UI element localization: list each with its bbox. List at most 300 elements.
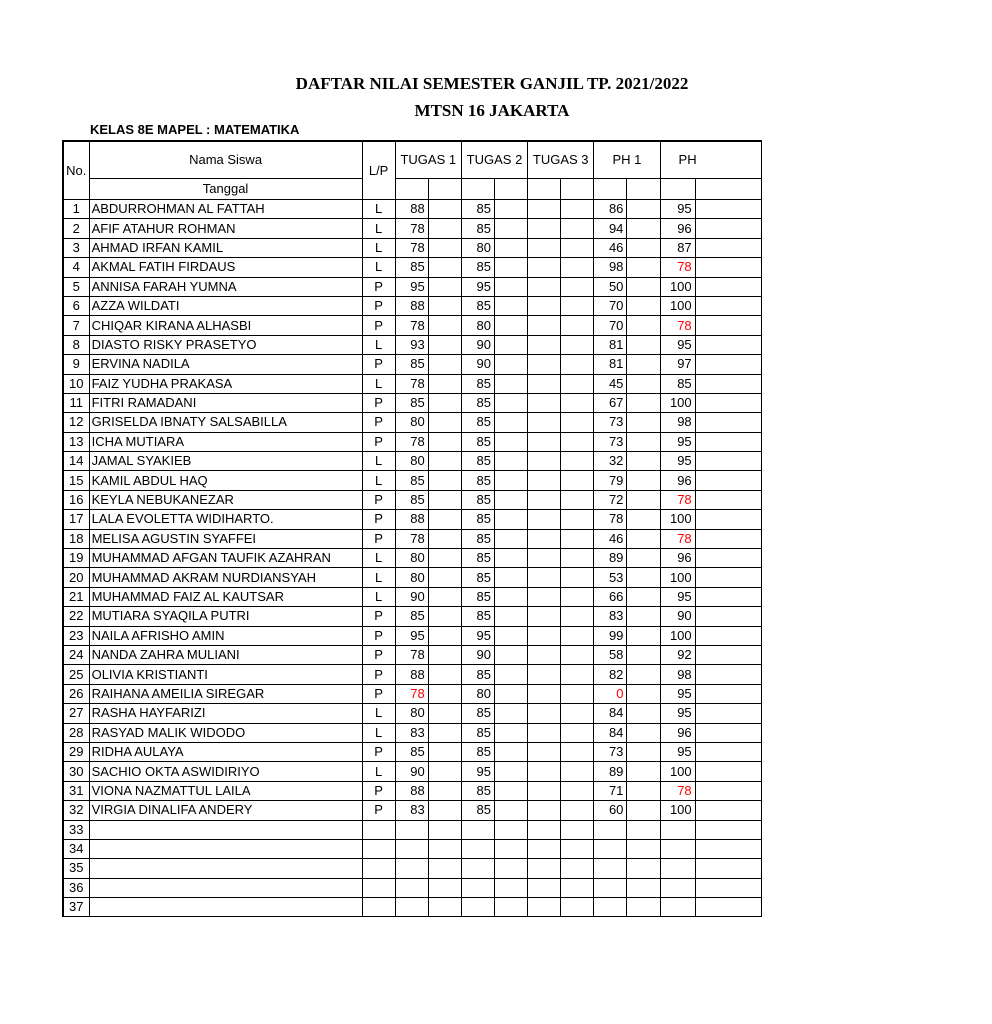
score-ph2-extra[interactable] (695, 316, 761, 335)
score-tugas2-extra[interactable] (494, 684, 527, 703)
score-tugas2[interactable]: 85 (461, 432, 494, 451)
score-ph1-extra[interactable] (627, 200, 660, 219)
score-tugas2[interactable]: 95 (461, 762, 494, 781)
student-gender[interactable] (362, 878, 395, 897)
score-tugas1[interactable]: 95 (395, 277, 428, 296)
score-ph2-extra[interactable] (695, 219, 761, 238)
score-tugas1-extra[interactable] (428, 238, 461, 257)
score-tugas1[interactable]: 80 (395, 568, 428, 587)
score-tugas3-extra[interactable] (561, 801, 594, 820)
score-tugas1-extra[interactable] (428, 626, 461, 645)
score-tugas1[interactable]: 85 (395, 393, 428, 412)
score-ph2[interactable]: 92 (660, 645, 695, 664)
score-tugas2-extra[interactable] (494, 742, 527, 761)
score-tugas1-extra[interactable] (428, 432, 461, 451)
score-cell[interactable] (528, 820, 561, 839)
score-ph1-extra[interactable] (627, 510, 660, 529)
score-tugas3-extra[interactable] (561, 490, 594, 509)
score-ph2-extra[interactable] (695, 645, 761, 664)
score-cell[interactable] (561, 820, 594, 839)
score-ph1-extra[interactable] (627, 452, 660, 471)
score-ph1-extra[interactable] (627, 277, 660, 296)
score-tugas2-extra[interactable] (494, 587, 527, 606)
student-gender[interactable] (362, 820, 395, 839)
score-cell[interactable] (494, 859, 527, 878)
score-ph2[interactable]: 95 (660, 335, 695, 354)
score-cell[interactable] (395, 859, 428, 878)
score-ph1[interactable]: 70 (594, 296, 627, 315)
score-tugas2[interactable]: 85 (461, 471, 494, 490)
score-tugas2[interactable]: 85 (461, 568, 494, 587)
score-tugas2-extra[interactable] (494, 258, 527, 277)
score-tugas3[interactable] (528, 277, 561, 296)
score-cell[interactable] (627, 839, 660, 858)
score-tugas1-extra[interactable] (428, 568, 461, 587)
score-ph2-extra[interactable] (695, 258, 761, 277)
score-tugas2-extra[interactable] (494, 335, 527, 354)
score-ph2[interactable]: 90 (660, 607, 695, 626)
score-ph2[interactable]: 100 (660, 510, 695, 529)
score-ph1-extra[interactable] (627, 219, 660, 238)
score-tugas3-extra[interactable] (561, 374, 594, 393)
score-tugas1[interactable]: 85 (395, 258, 428, 277)
score-cell[interactable] (660, 878, 695, 897)
score-ph2[interactable]: 87 (660, 238, 695, 257)
score-tugas3-extra[interactable] (561, 704, 594, 723)
score-ph2[interactable]: 78 (660, 490, 695, 509)
score-tugas2-extra[interactable] (494, 277, 527, 296)
score-ph2-extra[interactable] (695, 723, 761, 742)
score-ph2-extra[interactable] (695, 684, 761, 703)
score-ph1[interactable]: 46 (594, 238, 627, 257)
score-ph2-extra[interactable] (695, 762, 761, 781)
score-tugas1[interactable]: 78 (395, 684, 428, 703)
score-ph1-extra[interactable] (627, 607, 660, 626)
score-cell[interactable] (428, 898, 461, 917)
score-ph2[interactable]: 78 (660, 529, 695, 548)
score-tugas3[interactable] (528, 645, 561, 664)
score-ph2[interactable]: 100 (660, 277, 695, 296)
score-tugas3-extra[interactable] (561, 762, 594, 781)
score-ph1[interactable]: 83 (594, 607, 627, 626)
score-ph1[interactable]: 32 (594, 452, 627, 471)
score-ph1[interactable]: 53 (594, 568, 627, 587)
score-tugas2[interactable]: 85 (461, 704, 494, 723)
score-tugas3[interactable] (528, 219, 561, 238)
score-tugas2-extra[interactable] (494, 665, 527, 684)
score-ph2-extra[interactable] (695, 432, 761, 451)
score-tugas3-extra[interactable] (561, 723, 594, 742)
score-ph1[interactable]: 66 (594, 587, 627, 606)
score-tugas3-extra[interactable] (561, 277, 594, 296)
score-ph1[interactable]: 72 (594, 490, 627, 509)
score-tugas1-extra[interactable] (428, 471, 461, 490)
score-ph1[interactable]: 81 (594, 335, 627, 354)
score-tugas3-extra[interactable] (561, 626, 594, 645)
score-cell[interactable] (660, 859, 695, 878)
score-cell[interactable] (494, 898, 527, 917)
score-cell[interactable] (594, 898, 627, 917)
score-tugas1-extra[interactable] (428, 723, 461, 742)
score-ph1[interactable]: 86 (594, 200, 627, 219)
score-tugas1[interactable]: 85 (395, 471, 428, 490)
score-tugas3-extra[interactable] (561, 471, 594, 490)
score-tugas1[interactable]: 90 (395, 587, 428, 606)
score-ph1[interactable]: 84 (594, 704, 627, 723)
score-tugas2-extra[interactable] (494, 781, 527, 800)
score-tugas3[interactable] (528, 393, 561, 412)
score-ph1[interactable]: 50 (594, 277, 627, 296)
score-cell[interactable] (695, 820, 761, 839)
student-name[interactable] (89, 859, 362, 878)
score-ph1-extra[interactable] (627, 258, 660, 277)
score-tugas2-extra[interactable] (494, 219, 527, 238)
score-tugas1[interactable]: 85 (395, 607, 428, 626)
score-ph2[interactable]: 96 (660, 723, 695, 742)
score-tugas3-extra[interactable] (561, 742, 594, 761)
score-ph2[interactable]: 96 (660, 549, 695, 568)
score-tugas3-extra[interactable] (561, 549, 594, 568)
score-ph2[interactable]: 95 (660, 587, 695, 606)
score-cell[interactable] (695, 859, 761, 878)
score-cell[interactable] (528, 839, 561, 858)
score-ph2[interactable]: 98 (660, 413, 695, 432)
score-ph2[interactable]: 100 (660, 801, 695, 820)
score-tugas3[interactable] (528, 665, 561, 684)
score-tugas2[interactable]: 85 (461, 296, 494, 315)
score-tugas2-extra[interactable] (494, 529, 527, 548)
score-cell[interactable] (395, 839, 428, 858)
score-tugas3[interactable] (528, 452, 561, 471)
score-ph2[interactable]: 78 (660, 316, 695, 335)
score-tugas2-extra[interactable] (494, 471, 527, 490)
score-tugas2[interactable]: 90 (461, 645, 494, 664)
score-tugas1[interactable]: 78 (395, 316, 428, 335)
score-ph1-extra[interactable] (627, 413, 660, 432)
score-ph2[interactable]: 95 (660, 432, 695, 451)
score-tugas3[interactable] (528, 335, 561, 354)
score-ph1-extra[interactable] (627, 393, 660, 412)
score-ph1-extra[interactable] (627, 490, 660, 509)
score-tugas3[interactable] (528, 432, 561, 451)
score-ph1-extra[interactable] (627, 316, 660, 335)
score-tugas1[interactable]: 78 (395, 374, 428, 393)
score-cell[interactable] (561, 878, 594, 897)
score-tugas3-extra[interactable] (561, 665, 594, 684)
score-tugas1-extra[interactable] (428, 316, 461, 335)
score-tugas2-extra[interactable] (494, 762, 527, 781)
score-ph1-extra[interactable] (627, 432, 660, 451)
score-cell[interactable] (594, 820, 627, 839)
score-tugas3[interactable] (528, 607, 561, 626)
score-tugas2[interactable]: 80 (461, 684, 494, 703)
score-ph2-extra[interactable] (695, 626, 761, 645)
score-tugas3-extra[interactable] (561, 781, 594, 800)
student-gender[interactable] (362, 839, 395, 858)
score-ph1[interactable]: 81 (594, 355, 627, 374)
score-tugas3-extra[interactable] (561, 335, 594, 354)
score-tugas1-extra[interactable] (428, 374, 461, 393)
score-tugas2[interactable]: 85 (461, 781, 494, 800)
score-ph1-extra[interactable] (627, 335, 660, 354)
score-tugas1[interactable]: 88 (395, 296, 428, 315)
score-cell[interactable] (428, 859, 461, 878)
score-tugas2[interactable]: 85 (461, 801, 494, 820)
score-ph2-extra[interactable] (695, 238, 761, 257)
score-tugas3-extra[interactable] (561, 529, 594, 548)
score-ph2-extra[interactable] (695, 607, 761, 626)
score-tugas3[interactable] (528, 742, 561, 761)
score-ph1-extra[interactable] (627, 296, 660, 315)
student-name[interactable] (89, 878, 362, 897)
score-tugas1[interactable]: 83 (395, 801, 428, 820)
score-tugas3-extra[interactable] (561, 452, 594, 471)
score-tugas1-extra[interactable] (428, 219, 461, 238)
score-tugas2-extra[interactable] (494, 413, 527, 432)
score-cell[interactable] (528, 898, 561, 917)
score-tugas1-extra[interactable] (428, 490, 461, 509)
score-cell[interactable] (494, 878, 527, 897)
score-ph1-extra[interactable] (627, 704, 660, 723)
score-tugas2-extra[interactable] (494, 432, 527, 451)
score-cell[interactable] (395, 878, 428, 897)
score-tugas2[interactable]: 80 (461, 316, 494, 335)
score-tugas2-extra[interactable] (494, 510, 527, 529)
score-tugas2[interactable]: 85 (461, 258, 494, 277)
score-ph2[interactable]: 95 (660, 742, 695, 761)
score-tugas3-extra[interactable] (561, 413, 594, 432)
score-tugas2[interactable]: 85 (461, 393, 494, 412)
score-ph2[interactable]: 100 (660, 626, 695, 645)
score-tugas3-extra[interactable] (561, 393, 594, 412)
score-ph2-extra[interactable] (695, 471, 761, 490)
score-ph2[interactable]: 95 (660, 452, 695, 471)
score-tugas2-extra[interactable] (494, 374, 527, 393)
score-tugas1-extra[interactable] (428, 684, 461, 703)
score-cell[interactable] (428, 820, 461, 839)
score-tugas3[interactable] (528, 374, 561, 393)
score-ph1-extra[interactable] (627, 471, 660, 490)
score-ph1[interactable]: 73 (594, 432, 627, 451)
score-ph2-extra[interactable] (695, 587, 761, 606)
score-tugas1[interactable]: 88 (395, 200, 428, 219)
score-tugas3-extra[interactable] (561, 568, 594, 587)
score-ph2[interactable]: 96 (660, 471, 695, 490)
score-ph1[interactable]: 84 (594, 723, 627, 742)
score-ph2[interactable]: 100 (660, 568, 695, 587)
score-tugas3[interactable] (528, 200, 561, 219)
score-tugas1-extra[interactable] (428, 355, 461, 374)
score-tugas1-extra[interactable] (428, 393, 461, 412)
score-tugas3[interactable] (528, 549, 561, 568)
score-ph1-extra[interactable] (627, 781, 660, 800)
score-ph1[interactable]: 89 (594, 549, 627, 568)
score-ph2[interactable]: 78 (660, 258, 695, 277)
score-ph2-extra[interactable] (695, 568, 761, 587)
score-tugas1-extra[interactable] (428, 607, 461, 626)
score-tugas1[interactable]: 95 (395, 626, 428, 645)
student-name[interactable] (89, 839, 362, 858)
score-tugas2-extra[interactable] (494, 549, 527, 568)
score-cell[interactable] (594, 859, 627, 878)
score-tugas2[interactable]: 85 (461, 549, 494, 568)
score-tugas3[interactable] (528, 296, 561, 315)
score-ph1[interactable]: 94 (594, 219, 627, 238)
score-tugas2-extra[interactable] (494, 296, 527, 315)
score-tugas3[interactable] (528, 723, 561, 742)
score-tugas3-extra[interactable] (561, 355, 594, 374)
score-cell[interactable] (528, 878, 561, 897)
score-tugas1-extra[interactable] (428, 587, 461, 606)
score-ph1-extra[interactable] (627, 587, 660, 606)
score-ph1[interactable]: 46 (594, 529, 627, 548)
score-ph2-extra[interactable] (695, 549, 761, 568)
score-cell[interactable] (395, 898, 428, 917)
score-ph2-extra[interactable] (695, 277, 761, 296)
score-tugas2-extra[interactable] (494, 568, 527, 587)
score-tugas3[interactable] (528, 258, 561, 277)
score-ph1[interactable]: 58 (594, 645, 627, 664)
score-tugas3[interactable] (528, 413, 561, 432)
score-ph1[interactable]: 70 (594, 316, 627, 335)
score-ph2-extra[interactable] (695, 490, 761, 509)
score-ph2-extra[interactable] (695, 801, 761, 820)
score-ph1[interactable]: 98 (594, 258, 627, 277)
score-cell[interactable] (660, 839, 695, 858)
score-ph1-extra[interactable] (627, 355, 660, 374)
score-tugas3-extra[interactable] (561, 510, 594, 529)
score-tugas2-extra[interactable] (494, 645, 527, 664)
score-tugas3[interactable] (528, 684, 561, 703)
score-ph2[interactable]: 97 (660, 355, 695, 374)
score-tugas2[interactable]: 85 (461, 490, 494, 509)
score-ph1-extra[interactable] (627, 626, 660, 645)
score-tugas1-extra[interactable] (428, 452, 461, 471)
score-tugas1[interactable]: 80 (395, 452, 428, 471)
score-tugas3-extra[interactable] (561, 219, 594, 238)
score-tugas1-extra[interactable] (428, 529, 461, 548)
score-cell[interactable] (461, 839, 494, 858)
score-cell[interactable] (461, 898, 494, 917)
score-tugas2-extra[interactable] (494, 723, 527, 742)
score-tugas2-extra[interactable] (494, 316, 527, 335)
score-ph1-extra[interactable] (627, 723, 660, 742)
score-tugas3-extra[interactable] (561, 684, 594, 703)
score-ph2[interactable]: 95 (660, 684, 695, 703)
score-ph2-extra[interactable] (695, 704, 761, 723)
score-ph2[interactable]: 98 (660, 665, 695, 684)
score-tugas1[interactable]: 78 (395, 432, 428, 451)
score-tugas1-extra[interactable] (428, 413, 461, 432)
score-ph2-extra[interactable] (695, 665, 761, 684)
score-tugas1-extra[interactable] (428, 665, 461, 684)
score-cell[interactable] (561, 859, 594, 878)
score-tugas1[interactable]: 88 (395, 665, 428, 684)
score-ph2-extra[interactable] (695, 296, 761, 315)
score-tugas1-extra[interactable] (428, 200, 461, 219)
score-ph2-extra[interactable] (695, 355, 761, 374)
score-tugas2-extra[interactable] (494, 626, 527, 645)
score-ph1[interactable]: 45 (594, 374, 627, 393)
score-tugas2-extra[interactable] (494, 238, 527, 257)
score-cell[interactable] (461, 859, 494, 878)
score-ph1[interactable]: 73 (594, 742, 627, 761)
score-ph1-extra[interactable] (627, 529, 660, 548)
score-tugas3[interactable] (528, 471, 561, 490)
score-cell[interactable] (627, 820, 660, 839)
score-tugas3[interactable] (528, 568, 561, 587)
score-tugas1[interactable]: 78 (395, 645, 428, 664)
score-tugas1-extra[interactable] (428, 335, 461, 354)
score-tugas1-extra[interactable] (428, 258, 461, 277)
score-tugas1[interactable]: 78 (395, 529, 428, 548)
score-tugas1[interactable]: 83 (395, 723, 428, 742)
score-tugas2[interactable]: 80 (461, 238, 494, 257)
score-tugas3[interactable] (528, 704, 561, 723)
score-tugas3-extra[interactable] (561, 316, 594, 335)
score-ph1-extra[interactable] (627, 762, 660, 781)
score-ph1-extra[interactable] (627, 665, 660, 684)
score-tugas1[interactable]: 88 (395, 781, 428, 800)
score-tugas2-extra[interactable] (494, 801, 527, 820)
score-tugas3-extra[interactable] (561, 587, 594, 606)
student-name[interactable] (89, 898, 362, 917)
score-tugas2-extra[interactable] (494, 452, 527, 471)
score-tugas2-extra[interactable] (494, 200, 527, 219)
score-tugas2[interactable]: 85 (461, 413, 494, 432)
score-tugas2[interactable]: 85 (461, 200, 494, 219)
score-tugas1[interactable]: 78 (395, 219, 428, 238)
score-tugas3[interactable] (528, 626, 561, 645)
score-ph1-extra[interactable] (627, 238, 660, 257)
score-cell[interactable] (428, 878, 461, 897)
score-cell[interactable] (627, 898, 660, 917)
score-tugas2[interactable]: 85 (461, 529, 494, 548)
score-tugas1[interactable]: 85 (395, 490, 428, 509)
score-cell[interactable] (494, 820, 527, 839)
score-cell[interactable] (428, 839, 461, 858)
score-ph1-extra[interactable] (627, 684, 660, 703)
score-tugas2[interactable]: 85 (461, 374, 494, 393)
score-tugas2-extra[interactable] (494, 355, 527, 374)
score-ph1-extra[interactable] (627, 801, 660, 820)
score-ph1[interactable]: 99 (594, 626, 627, 645)
score-tugas1-extra[interactable] (428, 762, 461, 781)
score-ph2[interactable]: 100 (660, 296, 695, 315)
score-ph2[interactable]: 95 (660, 200, 695, 219)
score-ph1[interactable]: 67 (594, 393, 627, 412)
score-tugas1-extra[interactable] (428, 801, 461, 820)
score-ph2[interactable]: 96 (660, 219, 695, 238)
score-tugas2-extra[interactable] (494, 490, 527, 509)
score-cell[interactable] (395, 820, 428, 839)
score-cell[interactable] (695, 878, 761, 897)
score-ph2-extra[interactable] (695, 510, 761, 529)
score-ph2-extra[interactable] (695, 200, 761, 219)
score-ph2[interactable]: 100 (660, 762, 695, 781)
score-tugas3-extra[interactable] (561, 645, 594, 664)
score-tugas2-extra[interactable] (494, 607, 527, 626)
score-tugas1-extra[interactable] (428, 742, 461, 761)
score-tugas1-extra[interactable] (428, 549, 461, 568)
score-cell[interactable] (627, 859, 660, 878)
score-cell[interactable] (594, 839, 627, 858)
score-tugas3-extra[interactable] (561, 296, 594, 315)
score-tugas1-extra[interactable] (428, 645, 461, 664)
score-cell[interactable] (561, 839, 594, 858)
score-tugas1[interactable]: 93 (395, 335, 428, 354)
score-ph2-extra[interactable] (695, 393, 761, 412)
